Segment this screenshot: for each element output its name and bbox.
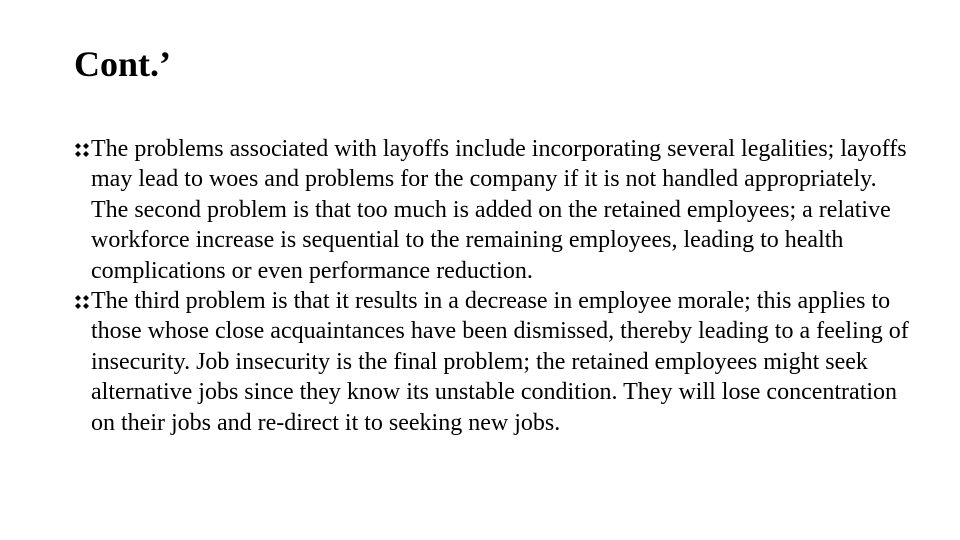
bullet-text: The third problem is that it results in a decrease in employee morale; this applies to those whose close acquaintances have been dismissed, thereby leading to a feeling of insecurity. Job insecurity is the final problem; the retained employees might seek alternative jobs since they know its unstable condition. They will lose concentration on their jobs and re-direct it to seeking new jobs. xyxy=(91,288,909,436)
slide-title: Cont.’ xyxy=(74,44,171,84)
bullet-list xyxy=(74,134,914,438)
diamond-bullet-icon xyxy=(74,142,90,158)
bullet-item xyxy=(74,286,914,438)
bullet-item xyxy=(74,134,914,286)
bullet-text: The problems associated with layoffs include incorporating several legalities; layoffs may lead to woes and problems for the company if it is not handled appropriately. The second problem is that too much is added on the retained employees; a relative workforce increase is sequential to the remaining employees, leading to health complications or even performance reduction. xyxy=(91,136,907,284)
diamond-bullet-icon xyxy=(74,294,90,310)
